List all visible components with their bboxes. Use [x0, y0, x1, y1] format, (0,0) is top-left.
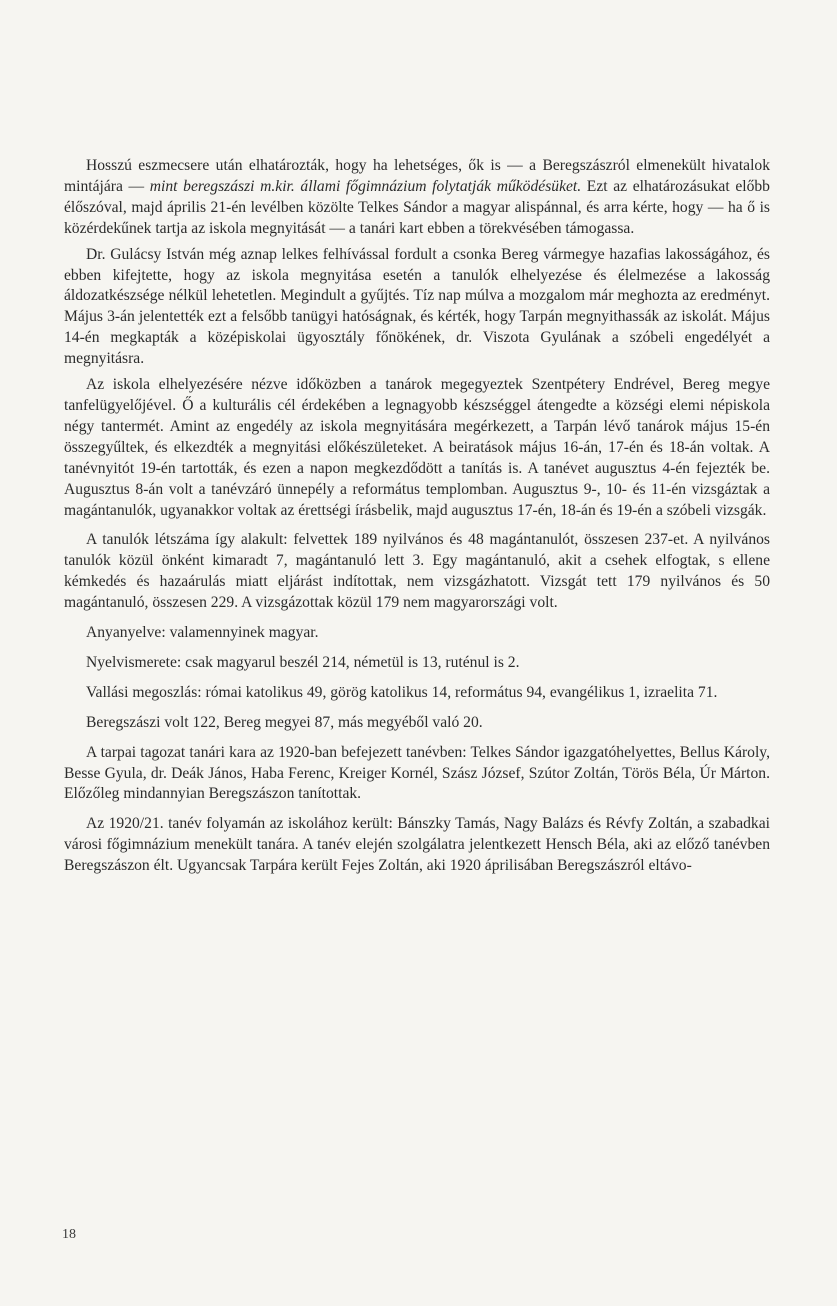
paragraph-1-text-end: Ezt az elhatározásukat előbb élőszóval, majd április 21-én levélben közölte Telkes Sándor a magyar alispánnal, és arra kérte, hogy — ha ő is közérdekűnek tartja az iskola megnyitását — a tanári kart ebben a törekvésében támogassa. — [64, 177, 770, 237]
page-body — [64, 156, 770, 882]
paragraph-1-text: Hosszú eszmecsere után elhatározták, hogy ha lehetséges, ők is — a Beregszászról elmenekült hivatalok mintájára — — [64, 157, 770, 195]
paragraph-2: Dr. Gulácsy István még aznap lelkes felhívással fordult a csonka Bereg vármegye hazafias lakosságához, és ebben kifejtette, hogy az iskola megnyitása esetén a tanulók elhelyezése és élelmezése a lakosság áldozatkészsége nélkül lehetetlen. Megindult a gyűjtés. Tíz nap múlva a mozgalom már meghozta az eredményt. Május 3-án jelentették ezt a felsőbb tanügyi hatóságnak, és kérték, hogy Tarpán megnyithassák az iskolát. Május 14-én megkapták a középiskolai ügyosztály főnökének, dr. Viszota Gyulának a szóbeli engedélyét a megnyitásra. — [64, 245, 770, 368]
paragraph-1-italic: mint beregszászi m.kir. állami főgimnázium folytatják működésüket. — [149, 177, 582, 195]
paragraph-9: A tarpai tagozat tanári kara az 1920-ban befejezett tanévben: Telkes Sándor igazgatóhelyettes, Bellus Károly, Besse Gyula, dr. Deák János, Haba Ferenc, Kreiger Kornél, Szász József, Szútor Zoltán, Törös Béla, Úr Márton. Előzőleg mindannyian Beregszászon tanítottak. — [64, 743, 770, 803]
paragraph-10: Az 1920/21. tanév folyamán az iskolához került: Bánszky Tamás, Nagy Balázs és Révfy Zoltán, a szabadkai városi főgimnázium menekült tanára. A tanév elején szolgálatra jelentkezett Hensch Béla, aki az előző tanévben Beregszászon élt. Ugyancsak Tarpára került Fejes Zoltán, aki 1920 áprilisában Beregszászról eltávo- — [64, 815, 770, 875]
paragraph-1 — [64, 156, 770, 240]
paragraph-4: A tanulók létszáma így alakult: felvettek 189 nyilvános és 48 magántanulót, összesen 237-et. A nyilvános tanulók közül önként kimaradt 7, magántanuló lett 3. Egy magántanuló, akit a csehek elfogtak, s ellene kémkedés és hazaárulás miatt eljárást indítottak, nem vizsgázhatott. Vizsgát tett 179 nyilvános és 50 magántanuló, összesen 229. A vizsgázottak közül 179 nem magyarországi volt. — [64, 531, 770, 612]
paragraph-7: Vallási megoszlás: római katolikus 49, görög katolikus 14, református 94, evangélikus 1, izraelita 71. — [86, 683, 718, 701]
page-number: 18 — [62, 1227, 76, 1242]
paragraph-6: Nyelvismerete: csak magyarul beszél 214, németül is 13, ruténul is 2. — [86, 653, 520, 671]
paragraph-8: Beregszászi volt 122, Bereg megyei 87, más megyéből való 20. — [86, 713, 483, 731]
paragraph-5: Anyanyelve: valamennyinek magyar. — [86, 624, 319, 642]
paragraph-3: Az iskola elhelyezésére nézve időközben a tanárok megegyeztek Szentpétery Endrével, Bereg megye tanfelügyelőjével. Ő a kulturális cél érdekében a legnagyobb készséggel átengedte a községi elemi népiskola négy tantermét. Amint az engedély az iskola megnyitására megérkezett, a Tarpán lévő tanárok május 15-én összegyűltek, és elkezdték a megnyitási előkészületeket. A beiratások május 16-án, 17-én és 18-án voltak. A tanévnyitót 19-én tartották, és ezen a napon megkezdődött a tanítás is. A tanévet augusztus 4-én fejezték be. Augusztus 8-án volt a tanévzáró ünnepély a református templomban. Augusztus 9-, 10- és 11-én vizsgáztak a magántanulók, ugyanakkor voltak az érettségi írásbelik, majd augusztus 17-én, 18-án és 19-én a szóbeli vizsgák. — [64, 376, 770, 519]
